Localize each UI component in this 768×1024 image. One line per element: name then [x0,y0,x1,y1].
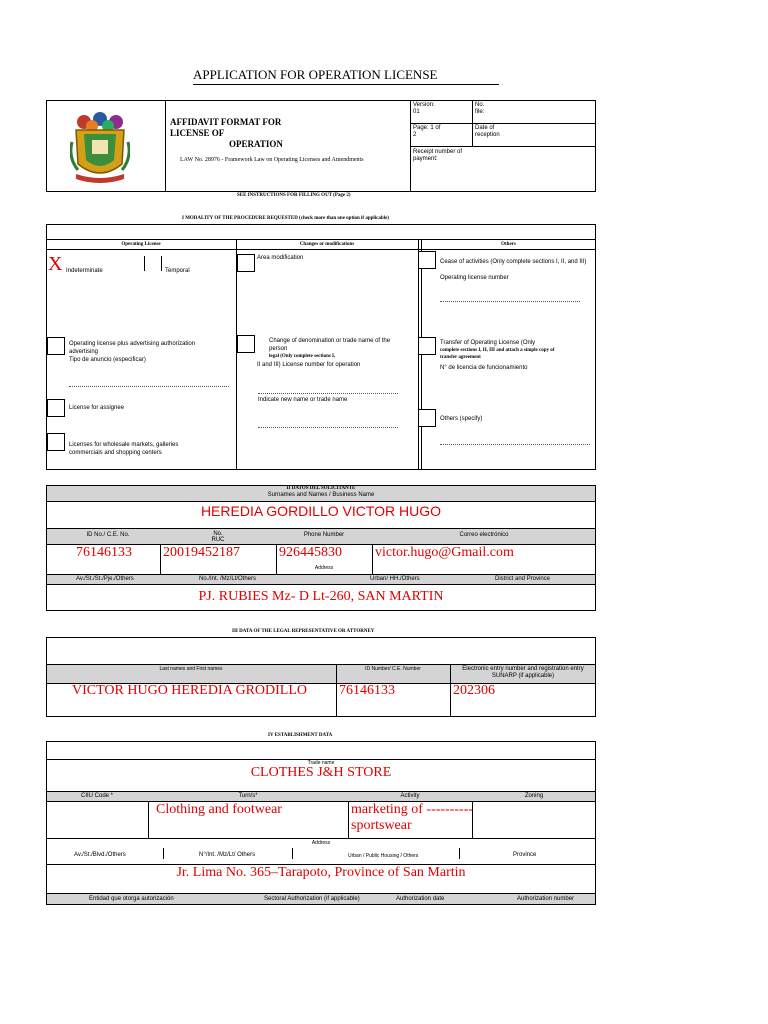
rep-name[interactable]: VICTOR HUGO HEREDIA GRODILLO [72,683,308,698]
h-sunarp: Electronic entry number and registration entry SUNARP (if applicable) [462,666,584,679]
denomination-change-label: Change of denomination or trade name of the person legal (Only complete sections I, II and III) License number for operation [257,338,391,368]
section2-subtitle: Surnames and Names / Business Name [267,492,375,498]
others-label: Others (specify) [440,416,483,422]
h-ruc: No. RUC [211,531,225,543]
indeterminate-label: Indeterminate [66,268,103,274]
new-name-label: Indicate new name or trade name [258,397,348,403]
applicant-ruc[interactable]: 20019452187 [163,545,240,560]
h-phone: Phone Number [303,532,345,538]
wholesale-checkbox[interactable] [47,433,65,451]
area-modification-checkbox[interactable] [237,254,255,272]
activity-value[interactable]: marketing of ---------- sportswear [351,802,474,833]
transfer-checkbox[interactable] [418,337,436,355]
see-instructions: SEE INSTRUCTIONS FOR FILLING OUT (Page 2) [237,193,351,198]
h-est-av: Av./St./Blvd./Others [74,852,126,858]
h-id: ID No./ C.E. No. [86,532,130,538]
affidavit-title: AFFIDAVIT FORMAT FOR LICENSE OF OPERATION [170,117,283,149]
turn-value[interactable]: Clothing and footwear [156,802,282,817]
version-field: Version: 01 [413,102,435,115]
applicant-email[interactable]: victor.hugo@Gmail.com [375,545,514,560]
cease-activities-checkbox[interactable] [418,251,436,269]
section1-title: I MODALITY OF THE PROCEDURE REQUESTED (check more than one option if applicable) [182,216,389,221]
h-rep-id: ID Number/ C.E. Number [365,666,421,672]
h-est-number: N°/Int. /Mz/Lt/ Others [199,852,256,858]
file-number-field: No. file: [475,102,485,115]
area-modification-label: Area modification [257,255,304,261]
h-ciiu: CIIU Code * [80,793,113,799]
advertising-checkbox[interactable] [47,337,65,355]
h-entity: Entidad que otorga autorización [89,896,174,902]
col-changes: Changes or modifications [299,242,355,247]
h-activity: Activity [400,793,420,799]
rep-id[interactable]: 76146133 [339,683,395,698]
advertising-label: Operating license plus advertising authorization advertising Tipo de anuncio (especificar) [69,341,196,363]
municipal-seal-logo [70,112,130,188]
h-est-urban: Urban / Public Housing / Others [348,853,419,859]
rep-sunarp[interactable]: 202306 [453,683,495,698]
h-est-province: Province [513,852,537,858]
wholesale-label: Licenses for wholesale markets, galleries commercials and shopping centers [69,442,179,456]
applicant-name[interactable]: HEREDIA GORDILLO VICTOR HUGO [200,503,442,519]
page-field: Page: 1 of 2 [413,125,441,138]
new-name-input[interactable] [258,427,398,428]
h-urban: Urban/ HH./Others [370,576,420,582]
h-email: Correo electrónico [459,532,509,538]
section3-title: III DATA OF THE LEGAL REPRESENTATIVE OR ATTORNEY [232,629,375,634]
applicant-phone[interactable]: 926445830 [279,545,342,560]
section4-title: IV ESTABLISHMENT DATA [268,733,333,738]
applicant-address[interactable]: PJ. RUBIES Mz- D Lt-260, SAN MARTIN [198,589,444,604]
col-others: Others [501,242,516,247]
cease-activities-label: Cease of activities (Only complete sections I, II, and III) Operating license number [440,259,587,281]
col-operating-license: Operating License [121,242,161,247]
law-reference: LAW No. 28976 - Framework Law on Operating Licenses and Amendments [180,157,364,163]
receipt-field: Receipt number of payment: [413,149,463,162]
temporal-checkbox[interactable] [144,256,162,274]
page-title: APPLICATION FOR OPERATION LICENSE [193,67,438,82]
license-number-input[interactable] [258,393,398,394]
assignee-checkbox[interactable] [47,399,65,417]
address-label: Address [314,565,334,571]
h-turn: Turn/s* [238,793,258,799]
h-rep-names: Last names and First names [159,666,223,672]
indeterminate-checkmark: X [48,253,63,275]
others-checkbox[interactable] [418,409,436,427]
ad-type-input[interactable] [69,386,229,387]
h-zoning: Zoning [524,793,544,799]
temporal-label: Temporal [165,268,190,274]
h-sectoral: Sectoral Authorization (if applicable) [264,896,360,902]
cease-license-number-input[interactable] [440,301,580,302]
trade-name[interactable]: CLOTHES J&H STORE [250,765,392,780]
applicant-id[interactable]: 76146133 [76,545,132,560]
h-auth-date: Authorization date [396,896,445,902]
assignee-label: License for assignee [69,405,125,411]
h-est-address: Address [311,840,331,846]
h-district: District and Province [495,576,551,582]
section2-title: II DATOS DEL SOLICITANTE [286,486,356,491]
others-input[interactable] [440,444,590,445]
title-underline [193,84,499,85]
indeterminate-checkbox[interactable] [48,253,66,275]
h-auth-number: Authorization number [517,896,575,902]
transfer-label: Transfer of Operating License (Only complete sections I, II, III and attach a simple copy of transfer agreement N° de licencia de funcionamiento [440,340,555,371]
denomination-change-checkbox[interactable] [237,335,255,353]
h-av: Av./St./St./Pje./Others [76,576,134,582]
h-number: No./Int. /Mz/Lt/Others [199,576,257,582]
establishment-address[interactable]: Jr. Lima No. 365–Tarapoto, Province of San Martin [176,865,466,880]
reception-date-field: Date of reception [475,125,500,138]
h-trade-name: Trade name [307,760,335,766]
